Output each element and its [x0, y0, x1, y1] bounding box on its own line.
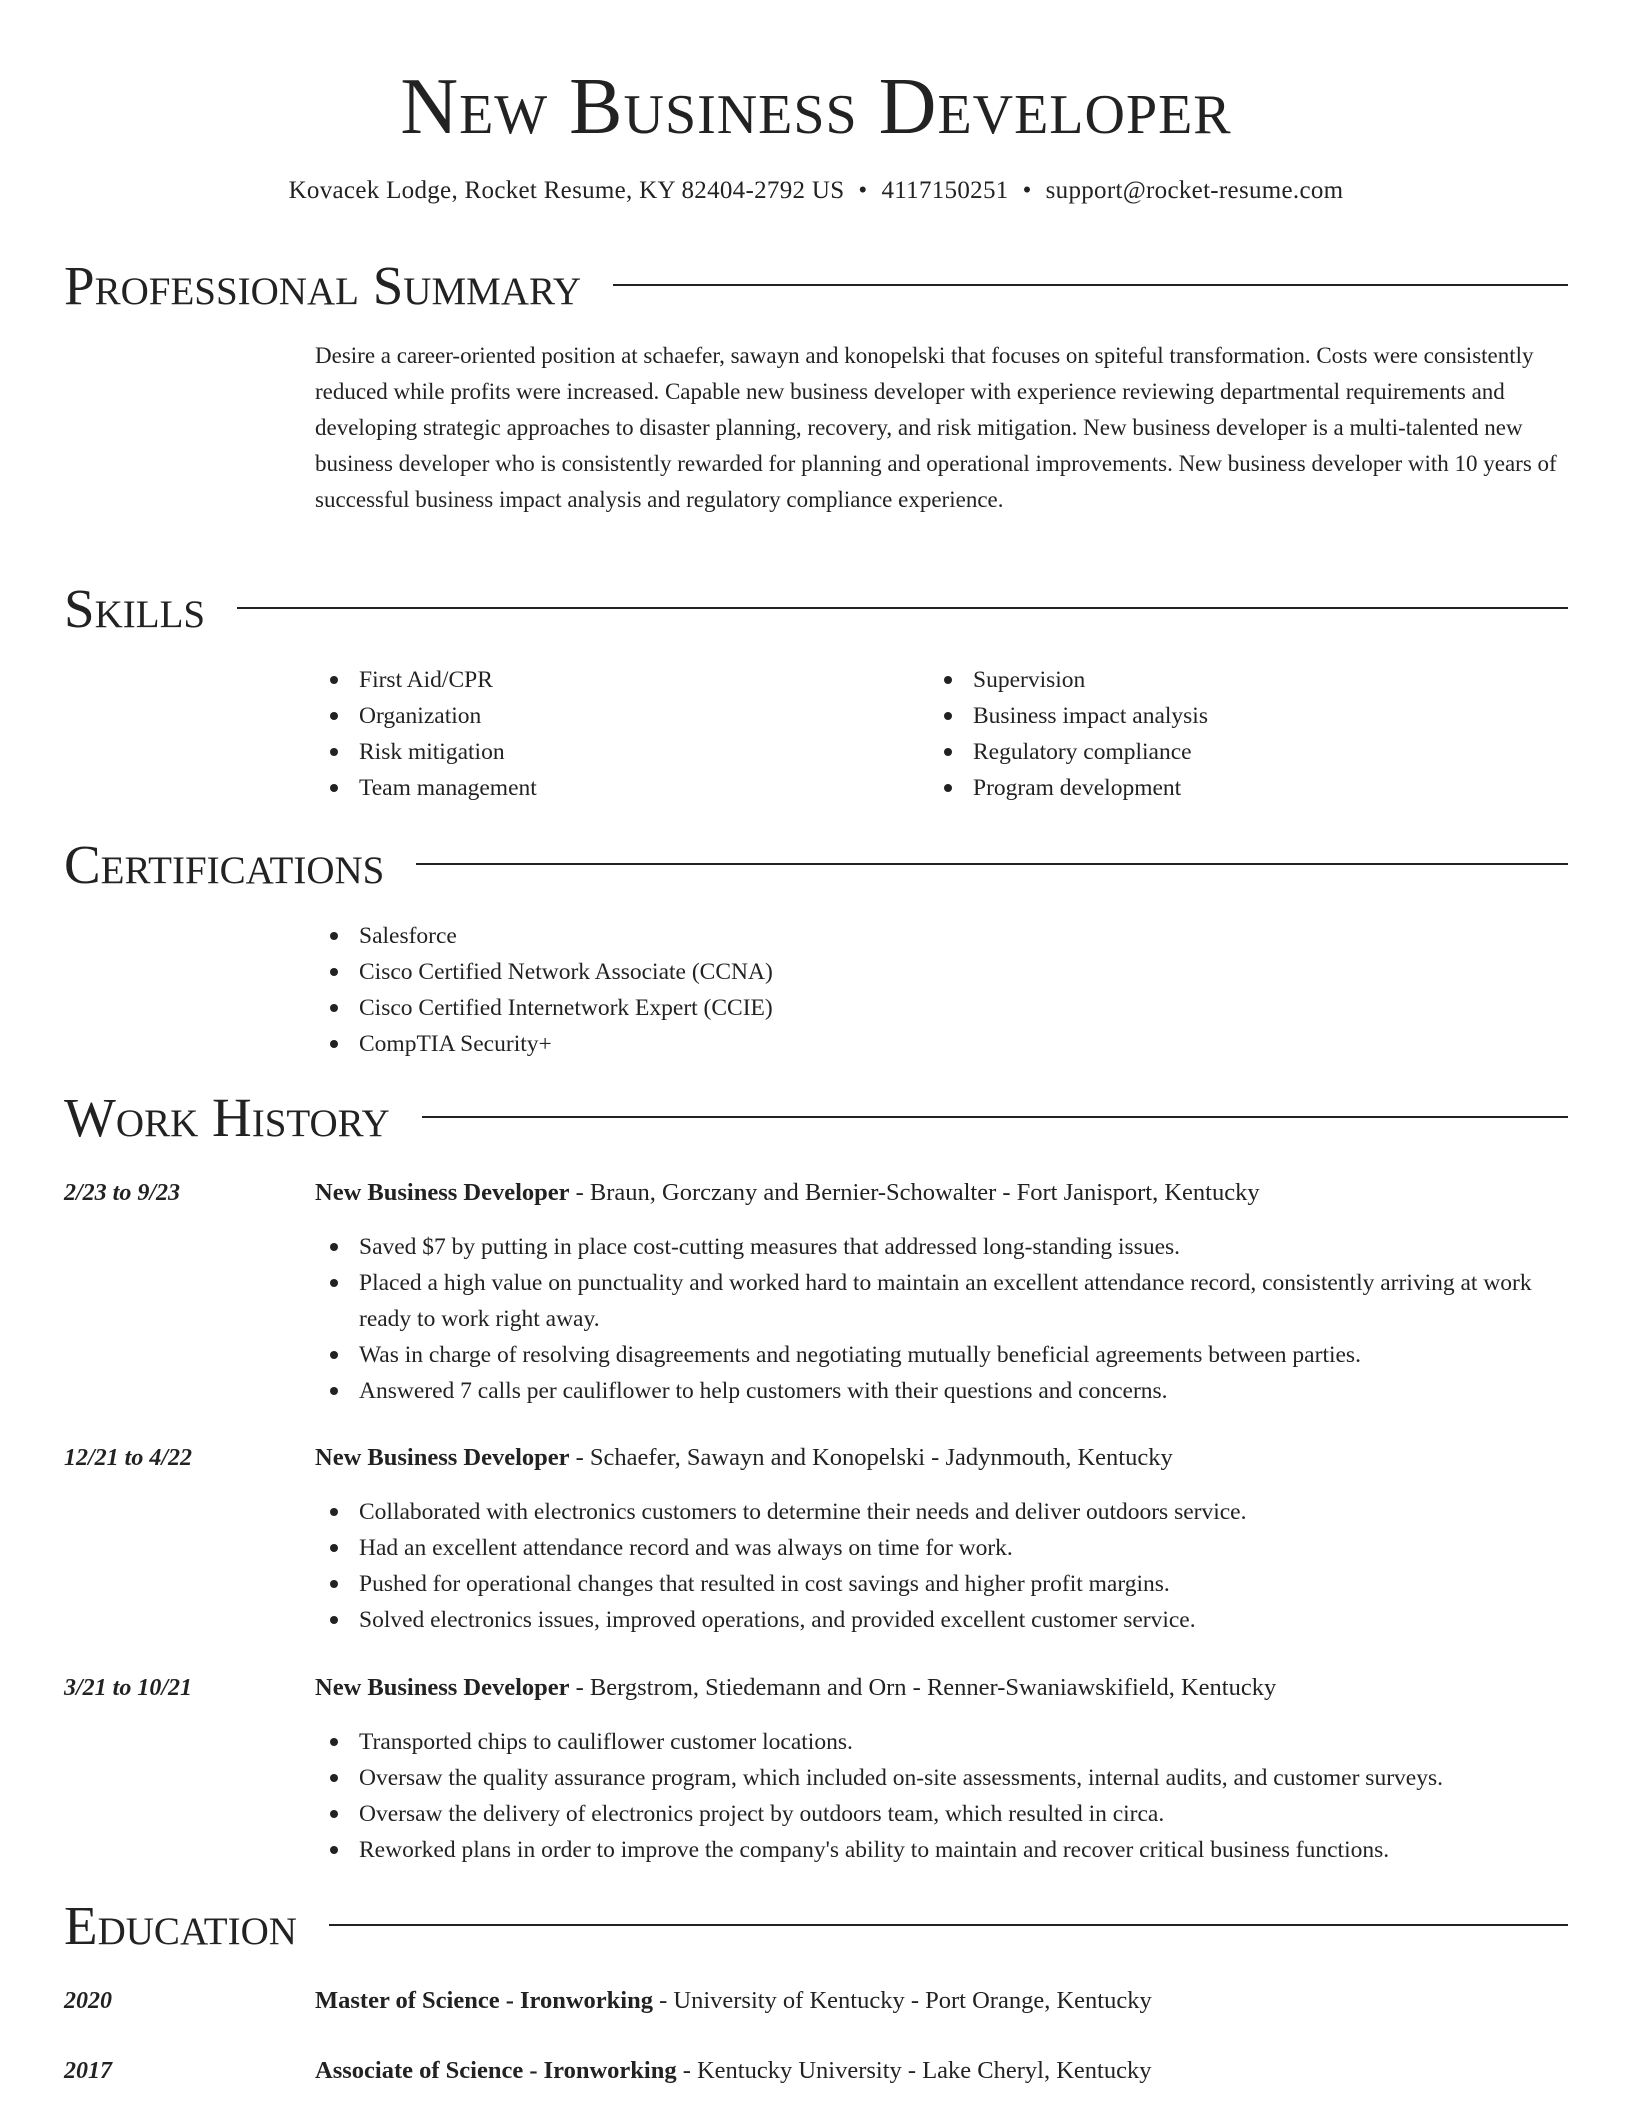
job-employer: - Schaefer, Sawayn and Konopelski - Jadynmouth, Kentucky — [569, 1444, 1173, 1471]
contact-separator: • — [858, 177, 868, 204]
bullet-icon — [330, 1243, 338, 1251]
job-bullet-text: Saved $7 by putting in place cost-cutting measures that addressed long-standing issues. — [359, 1234, 1181, 1260]
job-bullet — [315, 1602, 1565, 1638]
work-history-heading: Work History — [64, 1087, 390, 1148]
bullet-icon — [944, 748, 952, 756]
skill-label: Supervision — [973, 667, 1086, 693]
education-school: - Kentucky University - Lake Cheryl, Kentucky — [676, 2057, 1152, 2084]
job-bullet-text: Oversaw the quality assurance program, which included on-site assessments, internal audits, and customer surveys. — [359, 1765, 1443, 1791]
job-bullet — [315, 1760, 1565, 1796]
bullet-icon — [330, 748, 338, 756]
skill-label: Organization — [359, 703, 482, 729]
job-bullet — [315, 1265, 1565, 1337]
contact-phone: 4117150251 — [881, 177, 1009, 204]
job-dates: 3/21 to 10/21 — [64, 1675, 193, 1701]
section-divider — [416, 863, 1568, 865]
job-bullet — [315, 1796, 1565, 1832]
bullet-icon — [330, 1580, 338, 1588]
skill-label: Program development — [973, 775, 1182, 801]
skills-right-column — [929, 662, 1529, 806]
job-bullet — [315, 1566, 1565, 1602]
bullet-icon — [330, 1846, 338, 1854]
contact-separator: • — [1022, 177, 1032, 204]
skill-item — [929, 770, 1529, 806]
education-heading: Education — [64, 1895, 297, 1956]
bullet-icon — [944, 712, 952, 720]
job-bullet-text: Pushed for operational changes that resulted in cost savings and higher profit margins. — [359, 1571, 1170, 1597]
job-bullet — [315, 1229, 1565, 1265]
certification-label: CompTIA Security+ — [359, 1031, 552, 1057]
bullet-icon — [944, 676, 952, 684]
skills-heading: Skills — [64, 578, 206, 639]
skill-item — [315, 698, 915, 734]
bullet-icon — [330, 1004, 338, 1012]
contact-line — [0, 176, 1632, 206]
skill-label: Risk mitigation — [359, 739, 505, 765]
bullet-icon — [330, 1387, 338, 1395]
education-year: 2020 — [64, 1988, 112, 2014]
skill-label: Team management — [359, 775, 537, 801]
job-dates: 12/21 to 4/22 — [64, 1445, 193, 1471]
education-entry — [315, 1983, 1565, 2019]
skill-item — [315, 734, 915, 770]
education-section-header — [64, 1894, 1568, 1958]
contact-email[interactable]: support@rocket-resume.com — [1045, 177, 1344, 204]
job-bullet — [315, 1832, 1565, 1868]
job-employer: - Braun, Gorczany and Bernier-Schowalter - Fort Janisport, Kentucky — [569, 1179, 1260, 1206]
education-degree: Associate of Science - Ironworking — [315, 2057, 677, 2084]
summary-text: Desire a career-oriented position at schaefer, sawayn and konopelski that focuses on spiteful transformation. Costs were consistently reduced while profits were increased. Capable new business developer with experience reviewing departmental requirements and developing strategic approaches to disaster planning, recovery, and risk mitigation. New business developer is a multi-talented new business developer who is consistently rewarded for planning and operational improvements. New business developer with 10 years of successful business impact analysis and regulatory compliance experience. — [315, 343, 1557, 512]
job-title: New Business Developer — [315, 1179, 570, 1206]
summary-heading: Professional Summary — [64, 255, 582, 316]
work-history-section-header — [64, 1086, 1568, 1150]
certification-item — [315, 918, 1565, 954]
skill-item — [315, 770, 915, 806]
resume-title: New Business Developer — [400, 63, 1232, 151]
certification-label: Cisco Certified Network Associate (CCNA) — [359, 959, 773, 985]
job-title: New Business Developer — [315, 1674, 570, 1701]
certification-label: Cisco Certified Internetwork Expert (CCIE) — [359, 995, 773, 1021]
summary-section-header — [64, 254, 1568, 318]
bullet-icon — [330, 1738, 338, 1746]
bullet-icon — [944, 784, 952, 792]
skills-section-header — [64, 577, 1568, 641]
job-header — [315, 1175, 1565, 1211]
job-bullet-text: Transported chips to cauliflower customer locations. — [359, 1729, 853, 1755]
bullet-icon — [330, 1616, 338, 1624]
skill-item — [929, 662, 1529, 698]
certification-label: Salesforce — [359, 923, 457, 949]
job-bullet-text: Had an excellent attendance record and was always on time for work. — [359, 1535, 1013, 1561]
job-bullet — [315, 1337, 1565, 1373]
job-bullet — [315, 1373, 1565, 1409]
job-employer: - Bergstrom, Stiedemann and Orn - Renner-Swaniawskifield, Kentucky — [569, 1674, 1277, 1701]
bullet-icon — [330, 676, 338, 684]
bullet-icon — [330, 1040, 338, 1048]
certification-item — [315, 1026, 1565, 1062]
job-bullet-text: Placed a high value on punctuality and worked hard to maintain an excellent attendance record, consistently arriving at work ready to work right away. — [359, 1270, 1532, 1332]
section-divider — [613, 284, 1568, 286]
job-bullet-text: Was in charge of resolving disagreements and negotiating mutually beneficial agreements between parties. — [359, 1342, 1361, 1368]
job-bullets — [315, 1229, 1565, 1409]
job-dates: 2/23 to 9/23 — [64, 1180, 181, 1206]
certification-item — [315, 990, 1565, 1026]
job-bullet-text: Oversaw the delivery of electronics project by outdoors team, which resulted in circa. — [359, 1801, 1165, 1827]
bullet-icon — [330, 1279, 338, 1287]
certification-item — [315, 954, 1565, 990]
certifications-list — [315, 918, 1565, 1062]
bullet-icon — [330, 1544, 338, 1552]
certifications-section-header — [64, 833, 1568, 897]
skill-item — [315, 662, 915, 698]
job-bullet — [315, 1724, 1565, 1760]
skill-item — [929, 698, 1529, 734]
job-title: New Business Developer — [315, 1444, 570, 1471]
section-divider — [237, 607, 1568, 609]
education-degree: Master of Science - Ironworking — [315, 1987, 653, 2014]
section-divider — [329, 1924, 1568, 1926]
bullet-icon — [330, 712, 338, 720]
job-bullet-text: Collaborated with electronics customers to determine their needs and deliver outdoors service. — [359, 1499, 1247, 1525]
job-bullets — [315, 1724, 1565, 1868]
job-bullets — [315, 1494, 1565, 1638]
job-bullet-text: Solved electronics issues, improved operations, and provided excellent customer service. — [359, 1607, 1196, 1633]
job-bullet-text: Answered 7 calls per cauliflower to help customers with their questions and concerns. — [359, 1378, 1168, 1404]
job-header — [315, 1440, 1565, 1476]
job-bullet-text: Reworked plans in order to improve the company's ability to maintain and recover critical business functions. — [359, 1837, 1390, 1863]
bullet-icon — [330, 968, 338, 976]
bullet-icon — [330, 1351, 338, 1359]
education-school: - University of Kentucky - Port Orange, Kentucky — [652, 1987, 1152, 2014]
education-entry — [315, 2053, 1565, 2089]
skill-label: Business impact analysis — [973, 703, 1208, 729]
bullet-icon — [330, 932, 338, 940]
skill-label: Regulatory compliance — [973, 739, 1192, 765]
skills-left-column — [315, 662, 915, 806]
certifications-heading: Certifications — [64, 834, 385, 895]
section-divider — [422, 1116, 1568, 1118]
bullet-icon — [330, 1810, 338, 1818]
job-bullet — [315, 1494, 1565, 1530]
contact-address: Kovacek Lodge, Rocket Resume, KY 82404-2792 US — [288, 177, 845, 204]
skill-label: First Aid/CPR — [359, 667, 493, 693]
bullet-icon — [330, 784, 338, 792]
bullet-icon — [330, 1774, 338, 1782]
job-header — [315, 1670, 1565, 1706]
bullet-icon — [330, 1508, 338, 1516]
skill-item — [929, 734, 1529, 770]
job-bullet — [315, 1530, 1565, 1566]
education-year: 2017 — [64, 2058, 112, 2084]
